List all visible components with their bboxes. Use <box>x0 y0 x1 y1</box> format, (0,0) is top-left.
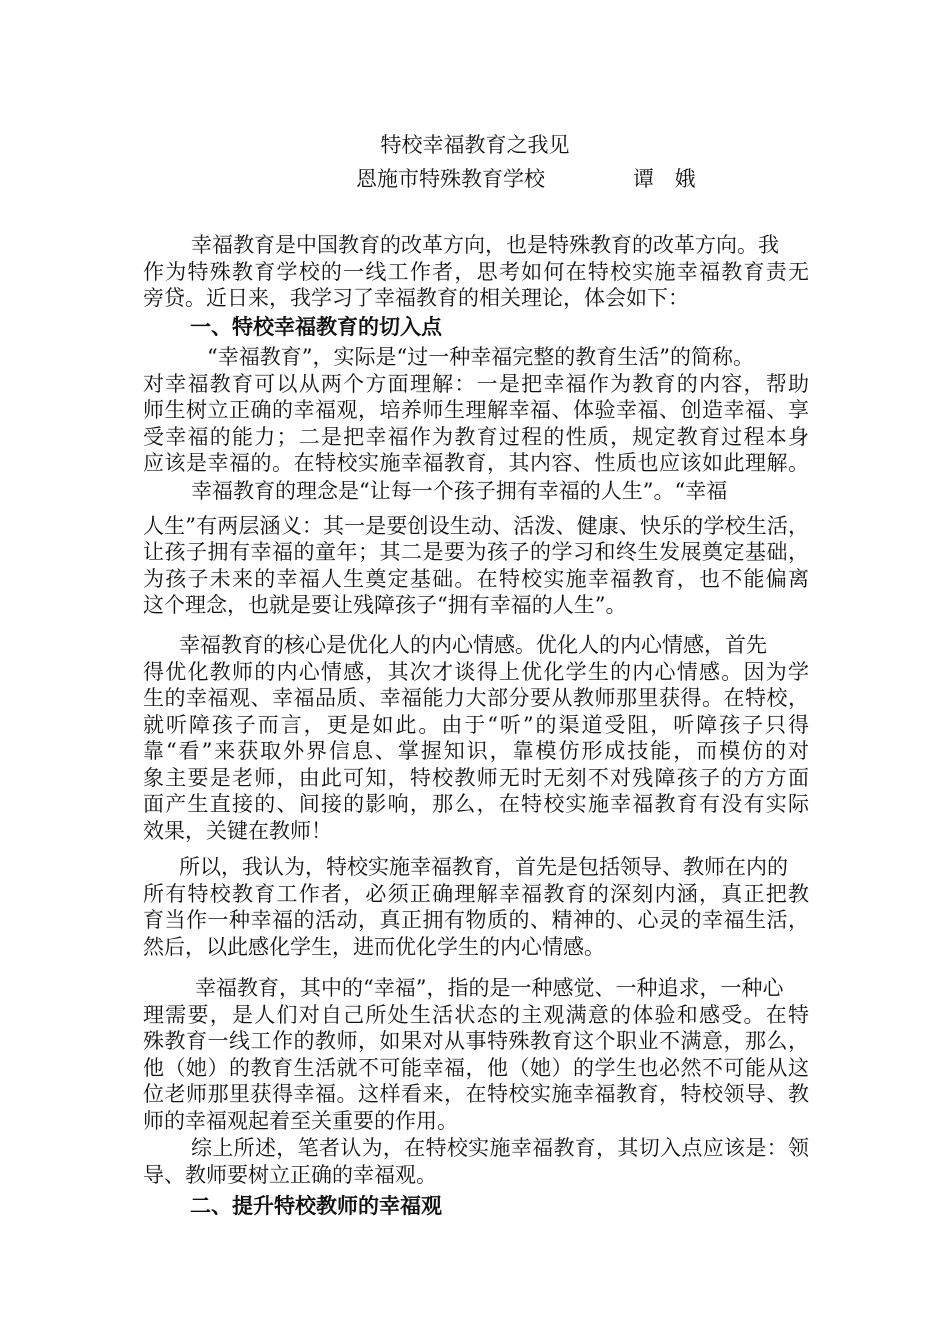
document-title: 特校幸福教育之我见 <box>380 133 570 157</box>
text-line: 让孩子拥有幸福的童年；其二是要为孩子的学习和终生发展奠定基础， <box>143 540 809 564</box>
paragraph-intro <box>143 232 809 312</box>
text-line: 他（她）的教育生活就不可能幸福，他（她）的学生也必然不可能从这 <box>143 1055 809 1080</box>
section-heading-2: 二、提升特校教师的幸福观 <box>190 1193 442 1218</box>
paragraph-conclusion-teachers <box>143 854 809 960</box>
text-line: 对幸福教育可以从两个方面理解：一是把幸福作为教育的内容，帮助 <box>143 371 809 396</box>
text-line: 人生”有两层涵义：其一是要创设生动、活泼、健康、快乐的学校生活， <box>143 513 809 538</box>
text-line: 就听障孩子而言，更是如此。由于“听”的渠道受阻，听障孩子只得 <box>143 712 809 737</box>
text-line: 效果，关键在教师！ <box>143 818 332 843</box>
text-line: 应该是幸福的。在特校实施幸福教育，其内容、性质也应该如此理解。 <box>143 451 809 475</box>
byline <box>356 164 703 194</box>
paragraph-philosophy <box>143 478 809 619</box>
text-line: 幸福教育，其中的“幸福”，指的是一种感觉、一种追求，一种心 <box>195 976 784 1000</box>
text-line: 殊教育一线工作的教师，如果对从事特殊教育这个职业不满意，那么， <box>143 1029 809 1053</box>
text-line: 位老师那里获得幸福。这样看来，在特校实施幸福教育，特校领导、教 <box>143 1082 809 1106</box>
text-line: 面产生直接的、间接的影响，那么，在特校实施幸福教育有没有实际 <box>143 792 809 816</box>
section-heading-1: 一、特校幸福教育的切入点 <box>190 314 442 339</box>
text-line: 师的幸福观起着至关重要的作用。 <box>143 1108 458 1133</box>
text-line: 为孩子未来的幸福人生奠定基础。在特校实施幸福教育，也不能偏离 <box>143 566 809 591</box>
author-name: 谭 娥 <box>633 167 703 191</box>
text-line: 导、教师要树立正确的幸福观。 <box>143 1162 437 1187</box>
text-line: 得优化教师的内心情感，其次才谈得上优化学生的内心情感。因为学 <box>143 659 809 684</box>
text-line: 象主要是老师，由此可知，特校教师无时无刻不对残障孩子的方方面 <box>143 765 809 790</box>
text-line: 育当作一种幸福的活动，真正拥有物质的、精神的、心灵的幸福生活， <box>143 908 809 932</box>
text-line: 作为特殊教育学校的一线工作者，思考如何在特校实施幸福教育责无 <box>143 259 809 284</box>
text-line: 受幸福的能力；二是把幸福作为教育过程的性质，规定教育过程本身 <box>143 424 809 449</box>
text-line: 靠“看”来获取外界信息、掌握知识，靠模仿形成技能，而模仿的对 <box>143 739 809 763</box>
text-line: 幸福教育是中国教育的改革方向，也是特殊教育的改革方向。我 <box>191 233 779 257</box>
text-line: 所以，我认为，特校实施幸福教育，首先是包括领导、教师在内的 <box>179 855 788 879</box>
text-line: 综上所述，笔者认为，在特校实施幸福教育，其切入点应该是：领 <box>191 1136 809 1160</box>
text-line: 幸福教育的核心是优化人的内心情感。优化人的内心情感，首先 <box>179 633 767 657</box>
text-line: 这个理念，也就是要让残障孩子“拥有幸福的人生”。 <box>143 593 627 617</box>
text-line: 所有特校教育工作者，必须正确理解幸福教育的深刻内涵，真正把教 <box>143 881 809 906</box>
paragraph-happiness-meaning <box>143 975 809 1134</box>
paragraph-summary <box>143 1135 809 1188</box>
school-name: 恩施市特殊教育学校 <box>356 167 545 191</box>
paragraph-definition <box>143 344 809 477</box>
text-line: 然后，以此感化学生，进而优化学生的内心情感。 <box>143 934 605 959</box>
text-line: “幸福教育”，实际是“过一种幸福完整的教育生活”的简称。 <box>207 345 754 369</box>
text-line: 师生树立正确的幸福观，培养师生理解幸福、体验幸福、创造幸福、享 <box>143 398 809 422</box>
paragraph-core <box>143 632 809 844</box>
text-line: 旁贷。近日来，我学习了幸福教育的相关理论，体会如下： <box>143 286 689 310</box>
text-line: 理需要，是人们对自己所处生活状态的主观满意的体验和感受。在特 <box>143 1002 809 1027</box>
text-line: 生的幸福观、幸福品质、幸福能力大部分要从教师那里获得。在特校， <box>143 686 809 710</box>
text-line: 幸福教育的理念是“让每一个孩子拥有幸福的人生”。“幸福 <box>191 479 728 503</box>
